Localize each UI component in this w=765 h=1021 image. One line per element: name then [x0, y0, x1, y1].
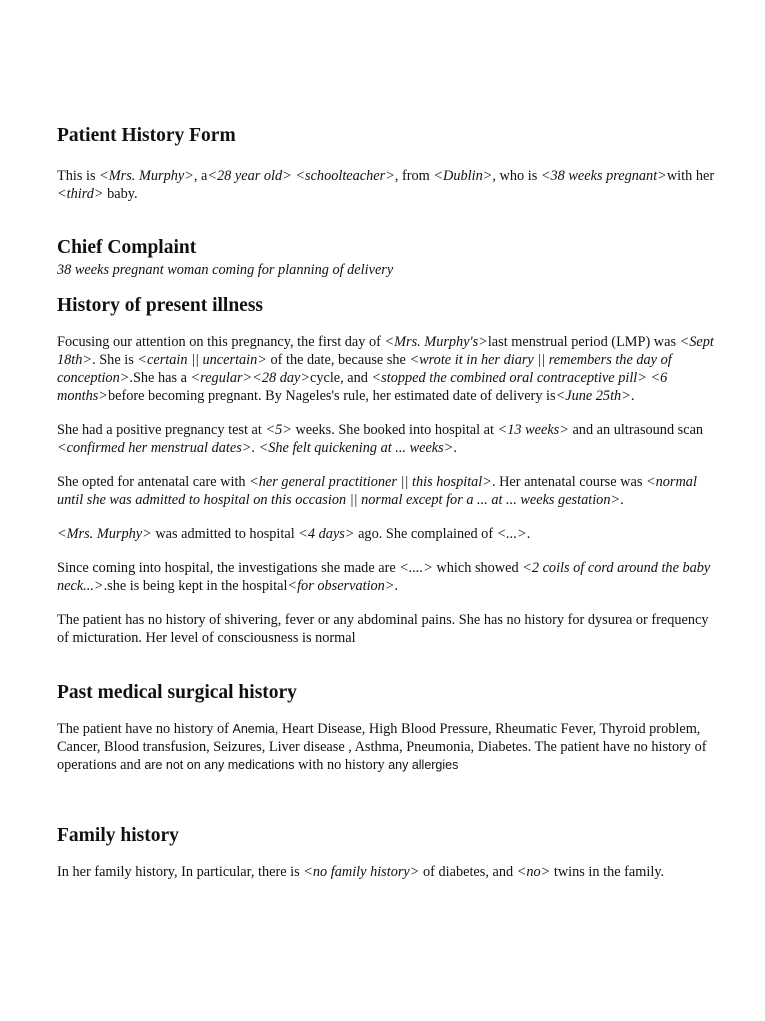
hpi-paragraph-2: She had a positive pregnancy test at <5> weeks. She booked into hospital at <13 weeks> and an ultrasound scan <confirmed her menstrual dates>. <She felt quickening at ... weeks>.	[57, 422, 704, 456]
present-illness-section	[57, 294, 717, 647]
patient-history-section	[57, 124, 717, 203]
hpi-paragraph-4: <Mrs. Murphy> was admitted to hospital <4 days> ago. She complained of <...>.	[57, 526, 531, 542]
chief-complaint-text: 38 weeks pregnant woman coming for planning of delivery	[57, 262, 394, 278]
family-history-paragraph: In her family history, In particular, there is <no family history> of diabetes, and <no> twins in the family.	[57, 864, 665, 880]
past-medical-history-heading: Past medical surgical history	[57, 682, 297, 703]
page-title: Patient History Form	[57, 125, 236, 146]
chief-complaint-section	[57, 236, 717, 279]
present-illness-heading: History of present illness	[57, 295, 264, 316]
intro-paragraph: This is <Mrs. Murphy>, a<28 year old> <schoolteacher>, from <Dublin>, who is <38 weeks pregnant>with her <third> baby.	[57, 168, 715, 202]
hpi-paragraph-5: Since coming into hospital, the investigations she made are <....> which showed <2 coils of cord around the baby neck...>.she is being kept in the hospital<for observation>.	[57, 560, 711, 594]
pmh-paragraph: The patient have no history of Anemia, Heart Disease, High Blood Pressure, Rheumatic Fever, Thyroid problem, Cancer, Blood transfusion, Seizures, Liver disease , Asthma, Pneumonia, Diabetes. The patient have no history of operations and are not on any medications with no history any allergies	[57, 721, 707, 773]
family-history-section	[57, 824, 717, 881]
hpi-paragraph-6: The patient has no history of shivering, fever or any abdominal pains. She has no history for dysurea or frequency of micturation. Her level of consciousness is normal	[57, 612, 709, 646]
past-medical-history-section	[57, 681, 717, 774]
hpi-paragraph-1: Focusing our attention on this pregnancy, the first day of <Mrs. Murphy's>last menstrual period (LMP) was <Sept 18th>. She is <certain || uncertain> of the date, because she <wrote it in her diary || remembers the day of conception>.She has a <regular><28 day>cycle, and <stopped the combined oral contraceptive pill> <6 months>before becoming pregnant. By Nageles's rule, her estimated date of delivery is<June 25th>.	[57, 334, 714, 404]
family-history-heading: Family history	[57, 825, 179, 846]
chief-complaint-heading: Chief Complaint	[57, 237, 197, 258]
hpi-paragraph-3: She opted for antenatal care with <her general practitioner || this hospital>. Her antenatal course was <normal until she was admitted to hospital on this occasion || normal except for a ... at ... weeks gestation>.	[57, 474, 697, 508]
